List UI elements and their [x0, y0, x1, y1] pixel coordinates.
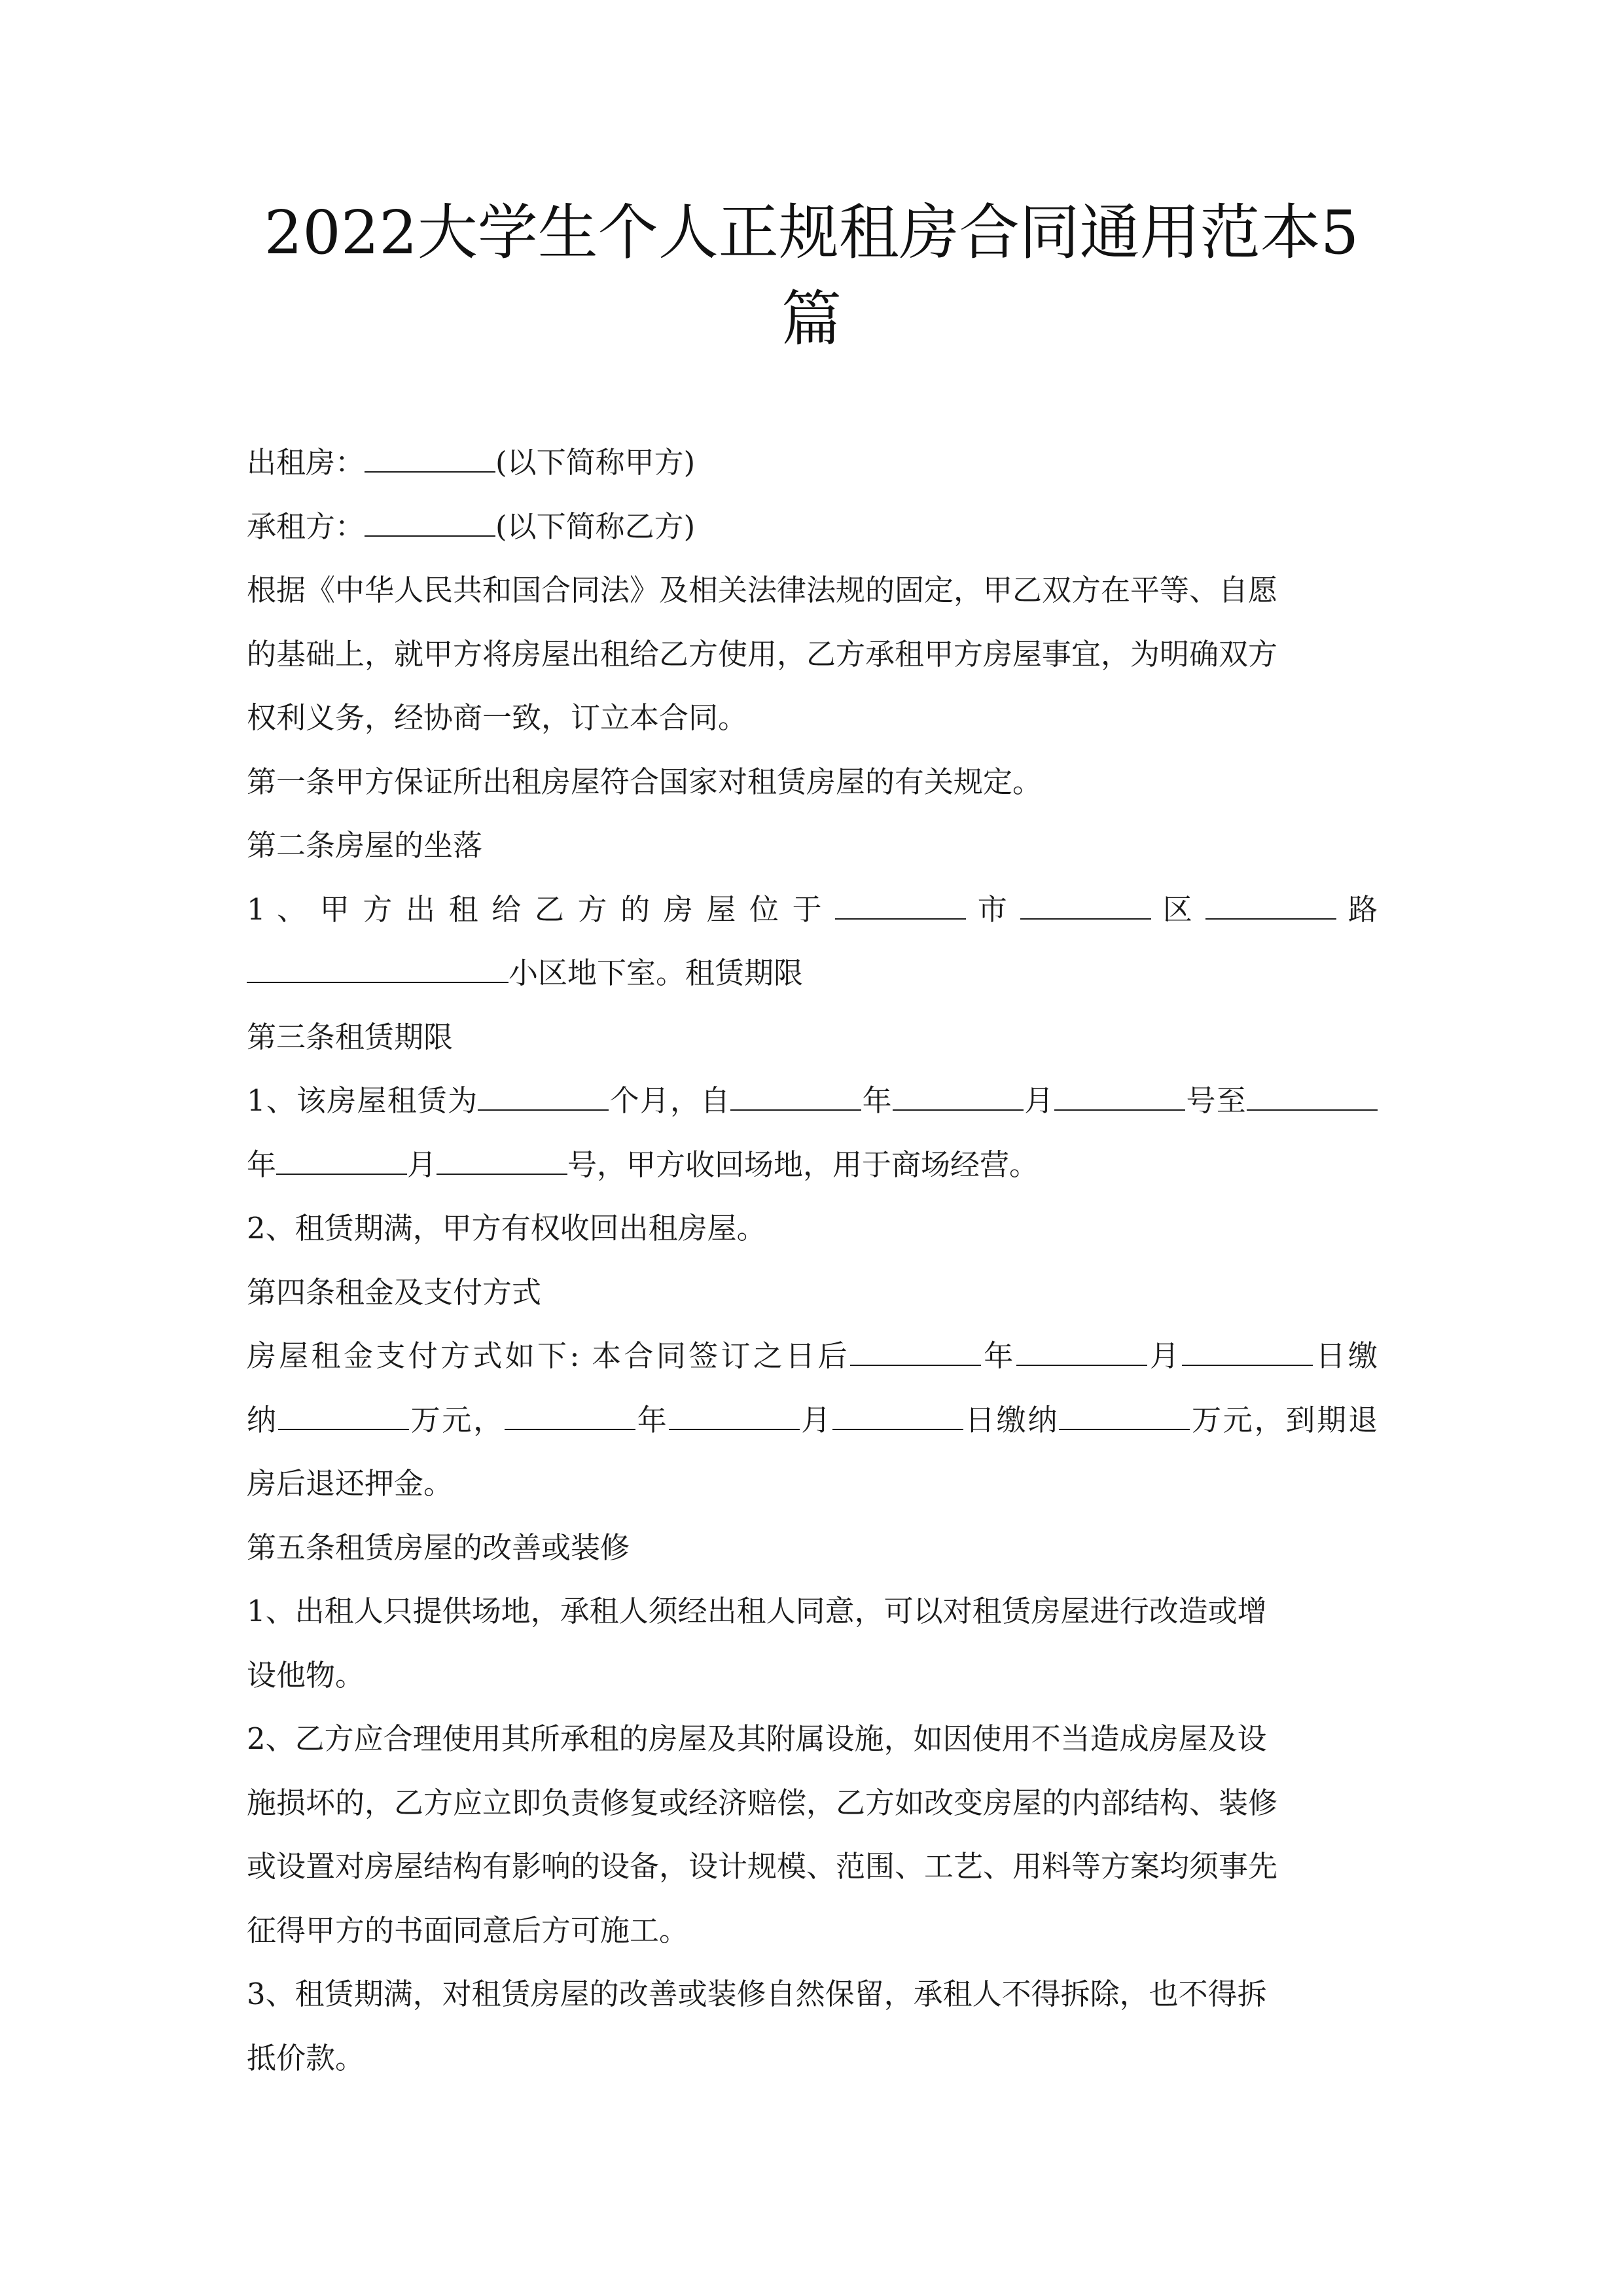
document-body — [247, 431, 1378, 2090]
amount-2-blank — [1059, 1407, 1190, 1430]
article-5-item-2-line: 2、乙方应合理使用其所承租的房屋及其附属设施，如因使用不当造成房屋及设 — [247, 1721, 1267, 1756]
term-text: 月 — [407, 1147, 437, 1182]
article-3-item-1-cont — [247, 1133, 1378, 1197]
term-text: 号至 — [1185, 1083, 1247, 1118]
article-5-item-2-line: 施损坏的，乙方应立即负责修复或经济赔偿，乙方如改变房屋的内部结构、装修 — [247, 1785, 1278, 1820]
title-line-2: 篇 — [781, 284, 842, 354]
article-3-item-1 — [247, 1069, 1378, 1133]
article-5-heading: 第五条租赁房屋的改善或装修 — [247, 1530, 630, 1565]
lessor-suffix: (以下简称甲方) — [495, 445, 696, 480]
article-5-item-3-line: 3、租赁期满，对租赁房屋的改善或装修自然保留，承租人不得拆除，也不得拆 — [247, 1977, 1267, 2011]
pay2-month-blank — [669, 1407, 800, 1430]
district-label: 区 — [1162, 891, 1194, 927]
article-4-text-end: 房后退还押金。 — [247, 1466, 454, 1501]
community-suffix: 小区地下室。租赁期限 — [508, 956, 804, 990]
road-blank — [1205, 896, 1336, 920]
end-year-blank — [1247, 1087, 1378, 1111]
term-text: 月 — [1023, 1083, 1055, 1118]
amount-1-blank — [278, 1407, 409, 1430]
article-4-text — [247, 1324, 1378, 1388]
pay2-year-blank — [505, 1407, 635, 1430]
rent-text: 年 — [635, 1402, 669, 1437]
end-day-blank — [437, 1151, 567, 1175]
months-blank — [478, 1087, 609, 1111]
lessor-label: 出租房： — [247, 445, 365, 480]
article-5-item-1-line: 1、出租人只提供场地，承租人须经出租人同意，可以对租赁房屋进行改造或增 — [247, 1594, 1267, 1628]
preamble-line: 根据《中华人民共和国合同法》及相关法律法规的固定，甲乙双方在平等、自愿 — [247, 573, 1278, 607]
lessee-name-blank — [365, 513, 495, 537]
title-line-1: 2022大学生个人正规租房合同通用范本5 — [264, 198, 1359, 268]
rent-text: 万元，到期退 — [1190, 1402, 1378, 1437]
city-label: 市 — [977, 891, 1009, 927]
rent-text: 年 — [980, 1338, 1016, 1373]
article-2-item-1 — [247, 878, 1378, 942]
article-5-item-1-line: 设他物。 — [247, 1657, 365, 1693]
location-prefix: 1 、 甲 方 出 租 给 乙 方 的 房 屋 位 于 — [247, 891, 824, 927]
article-2-item-1-cont — [247, 941, 1378, 1005]
term-text: 1、该房屋租赁为 — [247, 1083, 478, 1118]
district-blank — [1020, 896, 1151, 920]
article-4-heading: 第四条租金及支付方式 — [247, 1274, 542, 1310]
pay-year-blank — [850, 1342, 981, 1366]
preamble-line: 的基础上，就甲方将房屋出租给乙方使用，乙方承租甲方房屋事宜，为明确双方 — [247, 636, 1278, 672]
article-5-item-2-line: 或设置对房屋结构有影响的设备，设计规模、范围、工艺、用料等方案均须事先 — [247, 1849, 1278, 1884]
rent-text: 月 — [1147, 1338, 1183, 1373]
rent-text: 日缴纳 — [963, 1402, 1060, 1437]
article-3-heading: 第三条租赁期限 — [247, 1019, 454, 1054]
article-5-item-2-line: 征得甲方的书面同意后方可施工。 — [247, 1912, 689, 1948]
lessor-name-blank — [365, 449, 495, 473]
term-text: 年 — [247, 1147, 277, 1182]
end-month-blank — [276, 1151, 407, 1175]
lessor-line — [247, 431, 1378, 495]
start-month-blank — [893, 1087, 1024, 1111]
article-1: 第一条甲方保证所出租房屋符合国家对租赁房屋的有关规定。 — [247, 764, 1043, 799]
rent-text: 万元， — [408, 1402, 505, 1437]
article-5-item-3-line: 抵价款。 — [247, 2040, 365, 2075]
pay-month-blank — [1016, 1342, 1147, 1366]
road-label: 路 — [1347, 891, 1378, 927]
term-text: 年 — [861, 1083, 893, 1118]
rent-text: 月 — [799, 1402, 833, 1437]
pay-day-blank — [1182, 1342, 1313, 1366]
article-4-text-cont — [247, 1388, 1378, 1452]
term-text: 个月，自 — [609, 1083, 731, 1118]
city-blank — [835, 896, 966, 920]
article-2-heading: 第二条房屋的坐落 — [247, 828, 483, 863]
document-title — [242, 190, 1381, 363]
rent-text: 房屋租金支付方式如下: 本合同签订之日后 — [247, 1338, 850, 1373]
start-year-blank — [730, 1087, 861, 1111]
community-blank — [247, 960, 508, 983]
lessee-line — [247, 495, 1378, 559]
term-text: 号，甲方收回场地，用于商场经营。 — [567, 1147, 1039, 1182]
preamble-line: 权利义务，经协商一致，订立本合同。 — [247, 700, 748, 735]
lessee-label: 承租方： — [247, 509, 365, 544]
start-day-blank — [1054, 1087, 1185, 1111]
rent-text: 纳 — [247, 1402, 278, 1437]
lessee-suffix: (以下简称乙方) — [495, 509, 696, 544]
pay2-day-blank — [832, 1407, 963, 1430]
article-3-item-2: 2、租赁期满，甲方有权收回出租房屋。 — [247, 1211, 766, 1246]
rent-text: 日缴 — [1313, 1338, 1378, 1373]
